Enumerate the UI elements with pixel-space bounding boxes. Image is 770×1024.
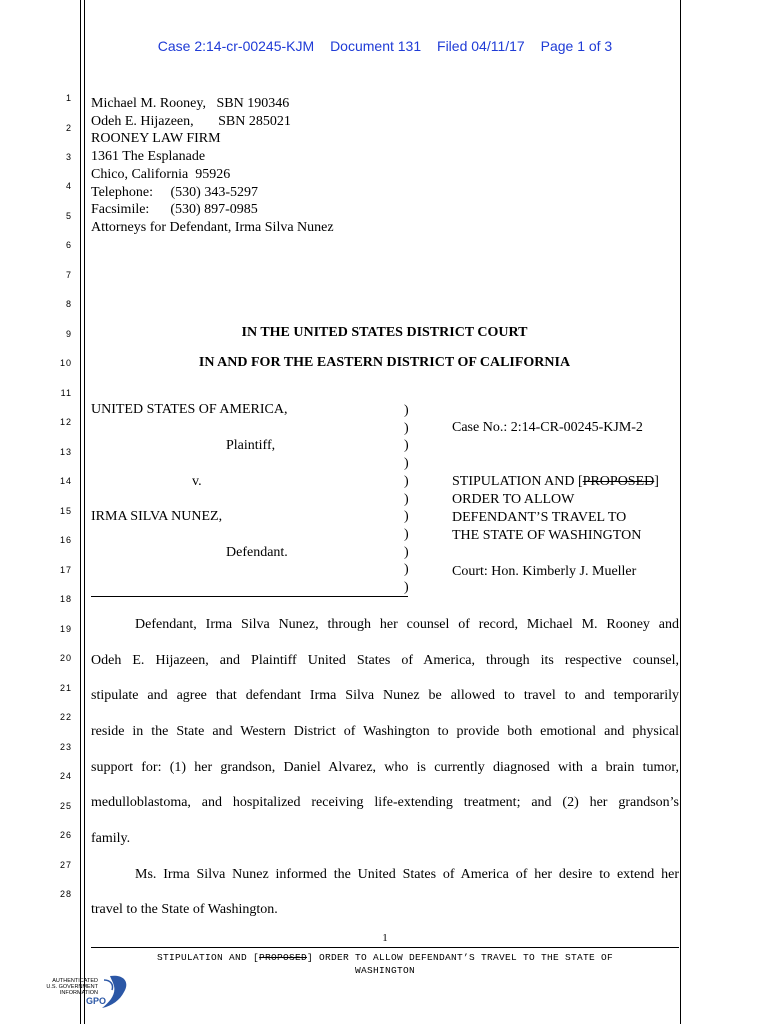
line-number: 18	[59, 594, 72, 604]
document-title-line-1	[452, 474, 659, 490]
attorney-line: Michael M. Rooney, SBN 190346	[91, 96, 290, 111]
footer-struck-word: PROPOSED	[258, 952, 307, 963]
line-number: 9	[65, 329, 72, 339]
body-line: travel to the State of Washington.	[91, 902, 278, 917]
line-number: 25	[59, 801, 72, 811]
line-number: 15	[59, 506, 72, 516]
line-number: 12	[59, 417, 72, 427]
paren: )	[404, 509, 409, 525]
body-line: support for: (1) her grandson, Daniel Alvarez, who is currently diagnosed with a brain tumor,	[91, 760, 679, 775]
paren: )	[404, 438, 409, 454]
seal-text: INFORMATION	[59, 990, 98, 996]
title-prefix: STIPULATION AND [	[452, 474, 583, 489]
line-number: 5	[65, 211, 72, 221]
court-judge: Court: Hon. Kimberly J. Mueller	[452, 564, 637, 579]
left-margin-rule-outer	[80, 0, 81, 1024]
line-number: 11	[60, 388, 72, 398]
line-number: 26	[59, 830, 72, 840]
defendant-role: Defendant.	[226, 545, 288, 560]
attorney-line: Chico, California 95926	[91, 166, 231, 182]
header-filed: Filed 04/11/17	[437, 38, 525, 54]
footer-rule	[91, 947, 679, 948]
line-number: 16	[59, 535, 72, 545]
line-number: 6	[65, 240, 72, 250]
line-number: 17	[59, 565, 72, 575]
line-number: 19	[59, 624, 72, 634]
body-line: reside in the State and Western District of Washington to provide both emotional and physical	[91, 724, 679, 739]
line-number: 2	[65, 123, 72, 133]
paren: )	[404, 456, 409, 472]
paren: )	[404, 526, 409, 542]
attorney-line: Telephone: (530) 343-5297	[91, 184, 258, 200]
paren: )	[404, 420, 409, 436]
plaintiff-role: Plaintiff,	[226, 438, 276, 453]
line-number: 10	[59, 358, 72, 368]
line-number: 24	[59, 771, 72, 781]
attorney-block	[91, 95, 334, 237]
header-case: Case 2:14-cr-00245-KJM	[157, 38, 315, 54]
paren: )	[404, 491, 409, 507]
line-number: 1	[65, 93, 72, 103]
body-line: stipulate and agree that defendant Irma Silva Nunez be allowed to travel to and temporarily	[91, 688, 679, 703]
seal-gpo-text: GPO	[86, 996, 107, 1006]
header-page: Page 1 of 3	[540, 38, 613, 54]
plaintiff-name: UNITED STATES OF AMERICA,	[91, 402, 288, 417]
document-title-line: THE STATE OF WASHINGTON	[452, 528, 642, 543]
paren: )	[404, 473, 409, 489]
document-title-line: ORDER TO ALLOW	[452, 492, 575, 507]
body-line: Ms. Irma Silva Nunez informed the United States of America of her desire to extend her	[135, 867, 679, 882]
caption-parentheses	[404, 402, 409, 597]
line-number: 8	[65, 299, 72, 309]
document-title-line: DEFENDANT’S TRAVEL TO	[452, 510, 627, 525]
line-number: 27	[59, 860, 72, 870]
seal-text: AUTHENTICATED	[52, 978, 98, 984]
paren: )	[404, 580, 409, 596]
seal-text: U.S. GOVERNMENT	[46, 984, 98, 990]
line-number: 3	[65, 152, 72, 162]
line-number: 21	[59, 683, 72, 693]
paren: )	[404, 544, 409, 560]
line-number: 7	[65, 270, 72, 280]
paren: )	[404, 562, 409, 578]
footer-prefix: STIPULATION AND [	[156, 952, 259, 963]
court-title-line-2: IN AND FOR THE EASTERN DISTRICT OF CALIFORNIA	[198, 355, 571, 370]
footer	[91, 951, 679, 977]
right-margin-rule	[680, 0, 681, 1024]
title-suffix: ]	[654, 474, 659, 489]
left-margin-rule-inner	[84, 0, 85, 1024]
caption-underline	[91, 596, 408, 597]
case-number: Case No.: 2:14-CR-00245-KJM-2	[452, 420, 643, 435]
attorney-line: ROONEY LAW FIRM	[91, 131, 221, 147]
title-struck-word: PROPOSED	[582, 474, 655, 489]
attorney-line: Attorneys for Defendant, Irma Silva Nunez	[91, 219, 334, 235]
attorney-line: 1361 The Esplanade	[91, 149, 206, 165]
header-document: Document 131	[330, 38, 422, 54]
gpo-seal	[44, 972, 134, 1012]
body-line: Defendant, Irma Silva Nunez, through her counsel of record, Michael M. Rooney and	[135, 617, 679, 632]
line-number: 22	[59, 712, 72, 722]
line-number: 13	[59, 447, 72, 457]
defendant-name: IRMA SILVA NUNEZ,	[91, 509, 223, 524]
footer-suffix: ] ORDER TO ALLOW DEFENDANT’S TRAVEL TO THE STATE OF	[306, 952, 614, 963]
line-number: 20	[59, 653, 72, 663]
line-number: 14	[59, 476, 72, 486]
filing-header	[0, 38, 770, 54]
attorney-line: Odeh E. Hijazeen, SBN 285021	[91, 113, 291, 129]
line-number: 4	[65, 181, 72, 191]
attorney-line: Facsimile: (530) 897-0985	[91, 202, 258, 218]
paren: )	[404, 403, 409, 418]
body-line: medulloblastoma, and hospitalized receiving life-extending treatment; and (2) her grandson’s	[91, 795, 679, 810]
footer-line-1	[91, 951, 679, 964]
line-number: 23	[59, 742, 72, 752]
page-number: 1	[382, 932, 388, 944]
footer-line-2: WASHINGTON	[354, 965, 415, 976]
line-number: 28	[59, 889, 72, 899]
body-line: Odeh E. Hijazeen, and Plaintiff United States of America, through its respective counsel,	[91, 653, 679, 668]
court-title-line-1: IN THE UNITED STATES DISTRICT COURT	[241, 325, 528, 340]
versus: v.	[192, 474, 202, 489]
body-line: family.	[91, 831, 131, 846]
